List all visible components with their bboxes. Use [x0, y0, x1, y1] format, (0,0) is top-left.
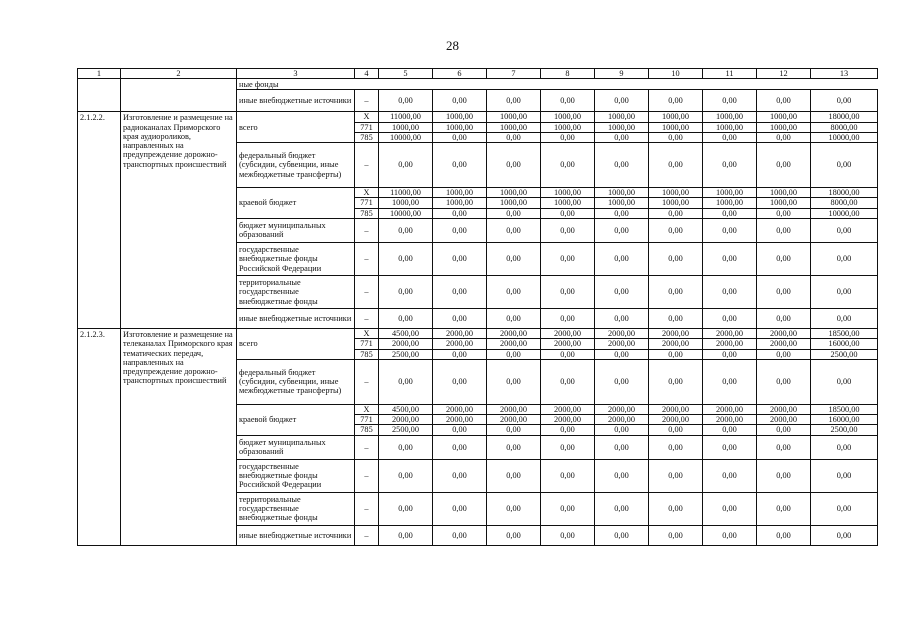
kbk-code: X — [355, 188, 379, 198]
value-cell: 0,00 — [649, 132, 703, 142]
value-cell: 0,00 — [379, 525, 433, 545]
value-cell: 1000,00 — [703, 112, 757, 122]
table-row — [78, 79, 878, 90]
value-cell: 2000,00 — [379, 415, 433, 425]
value-cell: 0,00 — [595, 525, 649, 545]
value-cell: 2000,00 — [757, 339, 811, 349]
source-label: бюджет муниципальных образований — [237, 435, 355, 459]
value-cell: 0,00 — [757, 459, 811, 492]
page-number: 28 — [446, 38, 459, 53]
value-cell: 0,00 — [703, 459, 757, 492]
column-number: 10 — [649, 69, 703, 79]
kbk-code: 785 — [355, 349, 379, 359]
source-label: территориальные государственные внебюджетные фонды — [237, 275, 355, 308]
value-cell: 0,00 — [757, 90, 811, 112]
source-label: иные внебюджетные источники — [237, 308, 355, 328]
kbk-code: X — [355, 404, 379, 414]
value-cell: 11000,00 — [379, 188, 433, 198]
value-cell: 2000,00 — [487, 328, 541, 338]
value-cell: 1000,00 — [379, 122, 433, 132]
value-cell: 0,00 — [487, 218, 541, 242]
value-cell: 0,00 — [811, 218, 878, 242]
value-cell: 0,00 — [487, 308, 541, 328]
value-cell: 1000,00 — [487, 122, 541, 132]
value-cell: 0,00 — [595, 218, 649, 242]
value-cell: 1000,00 — [757, 112, 811, 122]
column-number: 3 — [237, 69, 355, 79]
value-cell: 0,00 — [541, 143, 595, 188]
value-cell: 18000,00 — [811, 112, 878, 122]
value-cell: 0,00 — [379, 242, 433, 275]
value-cell: 0,00 — [433, 242, 487, 275]
value-cell: 0,00 — [433, 218, 487, 242]
value-cell: 0,00 — [379, 90, 433, 112]
value-cell: 0,00 — [433, 492, 487, 525]
value-cell: 1000,00 — [541, 122, 595, 132]
value-cell: 0,00 — [487, 359, 541, 404]
kbk-code: 771 — [355, 415, 379, 425]
value-cell: 0,00 — [595, 275, 649, 308]
kbk-code: X — [355, 112, 379, 122]
value-cell: 0,00 — [541, 525, 595, 545]
value-cell: 2000,00 — [487, 404, 541, 414]
value-cell: 0,00 — [541, 90, 595, 112]
value-cell: 1000,00 — [649, 188, 703, 198]
value-cell: 1000,00 — [595, 188, 649, 198]
kbk-code: – — [355, 459, 379, 492]
value-cell: 10000,00 — [379, 208, 433, 218]
value-cell: 0,00 — [649, 359, 703, 404]
source-label: краевой бюджет — [237, 188, 355, 219]
value-cell: 1000,00 — [541, 112, 595, 122]
value-cell: 1000,00 — [595, 198, 649, 208]
value-cell: 0,00 — [433, 349, 487, 359]
value-cell: 0,00 — [541, 308, 595, 328]
value-cell: 0,00 — [379, 218, 433, 242]
value-cell: 0,00 — [595, 492, 649, 525]
value-cell: 18500,00 — [811, 404, 878, 414]
source-label: государственные внебюджетные фонды Российской Федерации — [237, 459, 355, 492]
value-cell: 0,00 — [757, 525, 811, 545]
budget-table — [77, 68, 878, 546]
source-label: федеральный бюджет (субсидии, субвенции, иные межбюджетные трансферты) — [237, 143, 355, 188]
value-cell: 0,00 — [811, 492, 878, 525]
value-cell: 0,00 — [757, 308, 811, 328]
value-cell: 0,00 — [703, 349, 757, 359]
value-cell: 0,00 — [541, 275, 595, 308]
value-cell: 2000,00 — [541, 328, 595, 338]
value-cell: 0,00 — [649, 90, 703, 112]
value-cell: 2000,00 — [541, 415, 595, 425]
value-cell: 0,00 — [649, 242, 703, 275]
source-label: краевой бюджет — [237, 404, 355, 435]
value-cell: 0,00 — [541, 218, 595, 242]
value-cell: 0,00 — [703, 525, 757, 545]
value-cell: 1000,00 — [487, 188, 541, 198]
value-cell: 0,00 — [811, 459, 878, 492]
kbk-code: 771 — [355, 122, 379, 132]
value-cell: 0,00 — [703, 208, 757, 218]
kbk-code: – — [355, 359, 379, 404]
value-cell: 0,00 — [379, 359, 433, 404]
column-number: 1 — [78, 69, 121, 79]
value-cell: 2000,00 — [595, 415, 649, 425]
value-cell: 2000,00 — [703, 328, 757, 338]
value-cell: 0,00 — [595, 349, 649, 359]
value-cell: 0,00 — [703, 492, 757, 525]
source-label: иные внебюджетные источники — [237, 90, 355, 112]
value-cell: 0,00 — [649, 425, 703, 435]
value-cell: 0,00 — [541, 208, 595, 218]
column-number: 11 — [703, 69, 757, 79]
value-cell: 16000,00 — [811, 339, 878, 349]
kbk-code: – — [355, 143, 379, 188]
value-cell: 2000,00 — [595, 404, 649, 414]
header-row — [78, 69, 878, 79]
value-cell: 0,00 — [433, 308, 487, 328]
value-cell: 0,00 — [757, 349, 811, 359]
value-cell: 0,00 — [703, 90, 757, 112]
column-number: 13 — [811, 69, 878, 79]
value-cell: 2000,00 — [541, 404, 595, 414]
kbk-code: – — [355, 275, 379, 308]
value-cell: 0,00 — [379, 308, 433, 328]
value-cell: 0,00 — [541, 359, 595, 404]
kbk-code: – — [355, 435, 379, 459]
value-cell: 0,00 — [703, 143, 757, 188]
value-cell: 2500,00 — [811, 349, 878, 359]
value-cell: 0,00 — [703, 132, 757, 142]
column-number: 9 — [595, 69, 649, 79]
value-cell: 1000,00 — [757, 198, 811, 208]
value-cell: 0,00 — [649, 308, 703, 328]
kbk-code: X — [355, 328, 379, 338]
value-cell: 0,00 — [595, 132, 649, 142]
value-cell: 18500,00 — [811, 328, 878, 338]
value-cell: 2000,00 — [649, 339, 703, 349]
value-cell: 2000,00 — [433, 404, 487, 414]
value-cell: 1000,00 — [487, 112, 541, 122]
column-number: 8 — [541, 69, 595, 79]
value-cell: 1000,00 — [433, 188, 487, 198]
value-cell: 1000,00 — [433, 198, 487, 208]
value-cell: 1000,00 — [595, 112, 649, 122]
kbk-code: 771 — [355, 198, 379, 208]
source-label: государственные внебюджетные фонды Российской Федерации — [237, 242, 355, 275]
value-cell: 0,00 — [541, 132, 595, 142]
value-cell: 1000,00 — [703, 188, 757, 198]
value-cell: 16000,00 — [811, 415, 878, 425]
source-label: всего — [237, 328, 355, 359]
value-cell: 0,00 — [487, 425, 541, 435]
value-cell: 2000,00 — [757, 404, 811, 414]
value-cell: 0,00 — [487, 275, 541, 308]
source-label: всего — [237, 112, 355, 143]
value-cell: 0,00 — [649, 525, 703, 545]
table-row — [78, 112, 878, 122]
value-cell: 1000,00 — [649, 198, 703, 208]
value-cell: 2000,00 — [649, 415, 703, 425]
value-cell: 0,00 — [487, 132, 541, 142]
value-cell: 2000,00 — [541, 339, 595, 349]
value-cell: 0,00 — [433, 143, 487, 188]
value-cell: 2500,00 — [379, 349, 433, 359]
value-cell: 0,00 — [379, 492, 433, 525]
value-cell: 0,00 — [487, 349, 541, 359]
value-cell: 0,00 — [595, 90, 649, 112]
value-cell: 0,00 — [811, 90, 878, 112]
value-cell: 1000,00 — [487, 198, 541, 208]
value-cell: 0,00 — [379, 435, 433, 459]
value-cell: 2000,00 — [379, 339, 433, 349]
value-cell: 8000,00 — [811, 198, 878, 208]
value-cell: 0,00 — [703, 425, 757, 435]
value-cell: 0,00 — [487, 525, 541, 545]
value-cell: 1000,00 — [649, 122, 703, 132]
column-number: 12 — [757, 69, 811, 79]
value-cell: 0,00 — [433, 435, 487, 459]
value-cell: 2000,00 — [757, 328, 811, 338]
value-cell: 2000,00 — [433, 328, 487, 338]
value-cell: 0,00 — [649, 459, 703, 492]
value-cell: 18000,00 — [811, 188, 878, 198]
table-body — [78, 69, 878, 546]
value-cell: 0,00 — [703, 435, 757, 459]
value-cell: 0,00 — [757, 275, 811, 308]
value-cell: 0,00 — [703, 308, 757, 328]
value-cell: 0,00 — [541, 242, 595, 275]
column-number: 4 — [355, 69, 379, 79]
value-cell: 0,00 — [379, 143, 433, 188]
value-cell: 2000,00 — [649, 404, 703, 414]
value-cell: 1000,00 — [541, 188, 595, 198]
value-cell: 0,00 — [757, 132, 811, 142]
value-cell: 0,00 — [703, 275, 757, 308]
value-cell: 0,00 — [703, 218, 757, 242]
item-description: Изготовление и размещение на радиоканалах Приморского края аудиороликов, направленных на предупреждение дорожно-транспортных происшествий — [121, 112, 237, 329]
kbk-code: 785 — [355, 132, 379, 142]
value-cell: 10000,00 — [811, 132, 878, 142]
value-cell: 0,00 — [649, 143, 703, 188]
value-cell: 0,00 — [379, 459, 433, 492]
value-cell: 0,00 — [433, 90, 487, 112]
value-cell: 0,00 — [487, 242, 541, 275]
value-cell: 0,00 — [541, 435, 595, 459]
value-cell: 0,00 — [811, 242, 878, 275]
value-cell: 0,00 — [541, 492, 595, 525]
value-cell: 0,00 — [649, 435, 703, 459]
value-cell: 2000,00 — [757, 415, 811, 425]
value-cell: 0,00 — [757, 143, 811, 188]
value-cell: 0,00 — [541, 349, 595, 359]
value-cell: 0,00 — [541, 425, 595, 435]
description-cell — [121, 79, 237, 112]
value-cell: 0,00 — [487, 492, 541, 525]
value-cell: 1000,00 — [541, 198, 595, 208]
value-cell: 0,00 — [703, 359, 757, 404]
value-cell: 0,00 — [811, 143, 878, 188]
value-cell: 0,00 — [649, 275, 703, 308]
value-cell: 1000,00 — [379, 198, 433, 208]
value-cell: 2000,00 — [649, 328, 703, 338]
value-cell: 0,00 — [433, 425, 487, 435]
item-code: 2.1.2.3. — [78, 328, 121, 545]
value-cell: 0,00 — [595, 308, 649, 328]
kbk-code: – — [355, 242, 379, 275]
kbk-code: 785 — [355, 208, 379, 218]
value-cell: 0,00 — [595, 459, 649, 492]
value-cell: 0,00 — [757, 218, 811, 242]
value-cell: 2500,00 — [379, 425, 433, 435]
value-cell: 0,00 — [811, 435, 878, 459]
value-cell: 2000,00 — [433, 415, 487, 425]
value-cell: 1000,00 — [595, 122, 649, 132]
kbk-code: 771 — [355, 339, 379, 349]
source-label: территориальные государственные внебюджетные фонды — [237, 492, 355, 525]
value-cell: 0,00 — [433, 208, 487, 218]
value-cell: 0,00 — [433, 459, 487, 492]
value-cell: 0,00 — [595, 435, 649, 459]
kbk-code: – — [355, 492, 379, 525]
value-cell: 0,00 — [757, 359, 811, 404]
value-cell: 0,00 — [433, 275, 487, 308]
source-label: федеральный бюджет (субсидии, субвенции, иные межбюджетные трансферты) — [237, 359, 355, 404]
value-cell: 0,00 — [433, 525, 487, 545]
value-cell: 2000,00 — [595, 339, 649, 349]
value-cell: 0,00 — [487, 143, 541, 188]
value-cell: 1000,00 — [649, 112, 703, 122]
table-row — [78, 328, 878, 338]
value-cell: 0,00 — [811, 359, 878, 404]
value-cell: 0,00 — [433, 359, 487, 404]
value-cell: 0,00 — [811, 275, 878, 308]
value-cell: 0,00 — [757, 208, 811, 218]
column-number: 6 — [433, 69, 487, 79]
source-label: иные внебюджетные источники — [237, 525, 355, 545]
value-cell: 0,00 — [757, 242, 811, 275]
value-cell: 0,00 — [595, 208, 649, 218]
value-cell: 0,00 — [757, 435, 811, 459]
value-cell: 4500,00 — [379, 404, 433, 414]
value-cell: 1000,00 — [433, 112, 487, 122]
value-cell: 0,00 — [649, 492, 703, 525]
value-cell: 2000,00 — [487, 339, 541, 349]
value-cell: 0,00 — [487, 459, 541, 492]
value-cell: 0,00 — [595, 242, 649, 275]
value-cell: 1000,00 — [703, 122, 757, 132]
value-cell: 0,00 — [811, 525, 878, 545]
value-cell: 0,00 — [649, 208, 703, 218]
item-description: Изготовление и размещение на телеканалах Приморского края тематических передач, направленных на предупреждение дорожно-транспортных происшествий — [121, 328, 237, 545]
value-cell: 2500,00 — [811, 425, 878, 435]
value-cell: 0,00 — [703, 242, 757, 275]
value-cell: 0,00 — [487, 435, 541, 459]
value-cell: 8000,00 — [811, 122, 878, 132]
value-cell: 4500,00 — [379, 328, 433, 338]
value-cell: 0,00 — [541, 459, 595, 492]
value-cell: 10000,00 — [811, 208, 878, 218]
value-cell: 2000,00 — [433, 339, 487, 349]
value-cell: 1000,00 — [757, 122, 811, 132]
value-cell: 0,00 — [757, 425, 811, 435]
code-cell — [78, 79, 121, 112]
value-cell: 0,00 — [595, 143, 649, 188]
value-cell: 1000,00 — [703, 198, 757, 208]
column-number: 2 — [121, 69, 237, 79]
value-cell: 0,00 — [487, 208, 541, 218]
value-cell: 0,00 — [595, 359, 649, 404]
item-code: 2.1.2.2. — [78, 112, 121, 329]
kbk-code: 785 — [355, 425, 379, 435]
source-label: ные фонды — [237, 79, 878, 90]
value-cell: 0,00 — [811, 308, 878, 328]
value-cell: 0,00 — [595, 425, 649, 435]
value-cell: 0,00 — [757, 492, 811, 525]
value-cell: 1000,00 — [433, 122, 487, 132]
value-cell: 0,00 — [649, 349, 703, 359]
column-number: 5 — [379, 69, 433, 79]
source-label: бюджет муниципальных образований — [237, 218, 355, 242]
value-cell: 10000,00 — [379, 132, 433, 142]
value-cell: 11000,00 — [379, 112, 433, 122]
value-cell: 1000,00 — [757, 188, 811, 198]
column-number: 7 — [487, 69, 541, 79]
value-cell: 0,00 — [649, 218, 703, 242]
value-cell: 2000,00 — [703, 404, 757, 414]
value-cell: 0,00 — [487, 90, 541, 112]
value-cell: 2000,00 — [487, 415, 541, 425]
kbk-code: – — [355, 218, 379, 242]
value-cell: 2000,00 — [703, 415, 757, 425]
kbk-code: – — [355, 308, 379, 328]
kbk-code: – — [355, 525, 379, 545]
value-cell: 0,00 — [379, 275, 433, 308]
value-cell: 0,00 — [433, 132, 487, 142]
value-cell: 2000,00 — [595, 328, 649, 338]
kbk-code: – — [355, 90, 379, 112]
value-cell: 2000,00 — [703, 339, 757, 349]
